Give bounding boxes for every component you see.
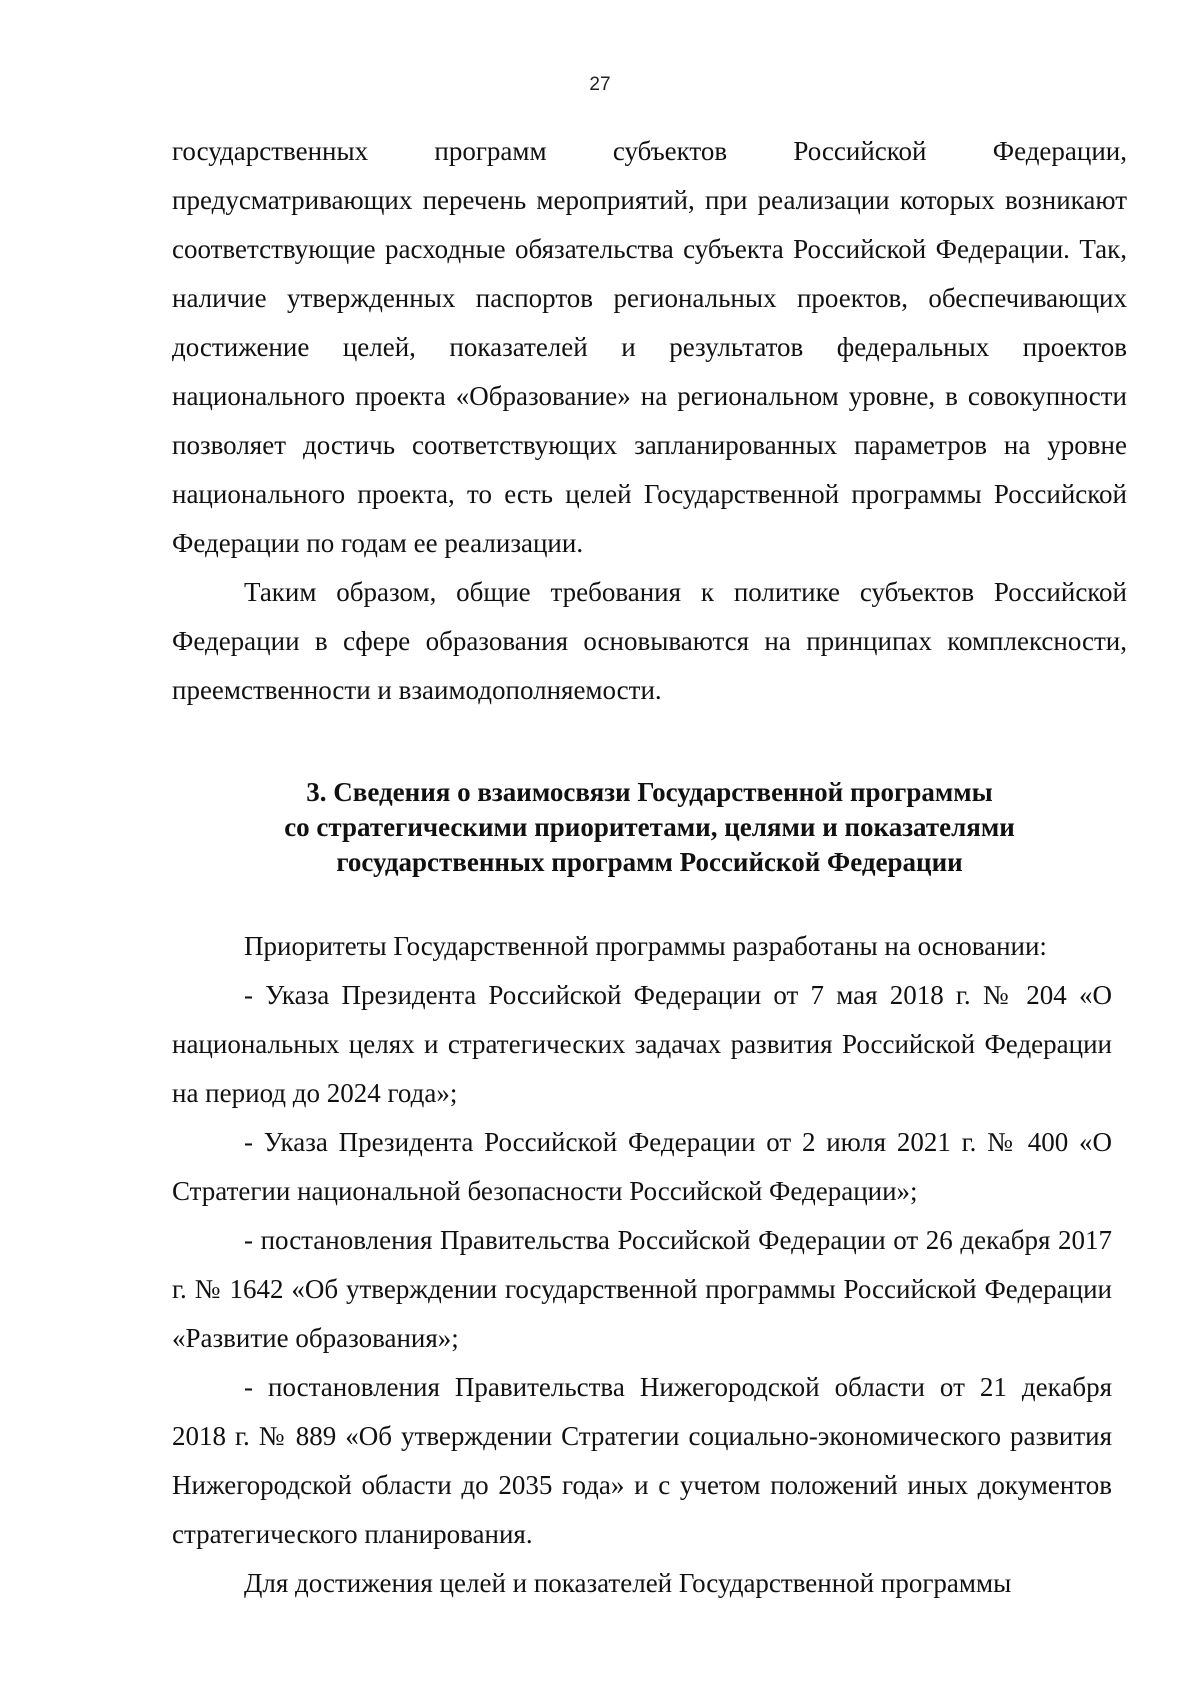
paragraph-priorities-intro: Приоритеты Государственной программы разработаны на основании: <box>244 931 1047 961</box>
paragraph-summary: Таким образом, общие требования к политике субъектов Российской Федерации в сфере образования основываются на принципах комплексности, преемственности и взаимодополняемости. <box>172 577 1127 705</box>
section-heading-line: государственных программ Российской Федерации <box>336 847 963 877</box>
document-body <box>172 127 1127 1608</box>
paragraph-continuation: государственных программ субъектов Российской Федерации, предусматривающих перечень мероприятий, при реализации которых возникают соответствующие расходные обязательства субъекта Российской Федерации. Так, наличие утвержденных паспортов региональных проектов, обеспечивающих достижение целей, показателей и результатов федеральных проектов национального проекта «Образование» на региональном уровне, в совокупности позволяет достичь соответствующих запланированных параметров на уровне национального проекта, то есть целей Государственной программы Российской Федерации по годам ее реализации. <box>172 136 1127 558</box>
section-heading <box>172 775 1127 880</box>
list-item-resolution-1642: - постановления Правительства Российской Федерации от 26 декабря 2017 г. № 1642 «Об утверждении государственной программы Российской Федерации «Развитие образования»; <box>172 1225 1112 1353</box>
section-heading-line: со стратегическими приоритетами, целями и показателями <box>284 812 1015 842</box>
list-item-resolution-889: - постановления Правительства Нижегородской области от 21 декабря 2018 г. № 889 «Об утверждении Стратегии социально-экономического развития Нижегородской области до 2035 года» и с учетом положений иных документов стратегического планирования. <box>172 1372 1112 1549</box>
list-item-decree-204: - Указа Президента Российской Федерации от 7 мая 2018 г. № 204 «О национальных целях и стратегических задачах развития Российской Федерации на период до 2024 года»; <box>172 980 1112 1108</box>
page-number: 27 <box>589 74 611 95</box>
section-body <box>172 922 1112 1608</box>
paragraph-goals-achievement: Для достижения целей и показателей Государственной программы <box>244 1568 1012 1598</box>
list-item-decree-400: - Указа Президента Российской Федерации от 2 июля 2021 г. № 400 «О Стратегии национальной безопасности Российской Федерации»; <box>172 1127 1112 1206</box>
section-heading-line: 3. Сведения о взаимосвязи Государственной программы <box>306 777 993 807</box>
